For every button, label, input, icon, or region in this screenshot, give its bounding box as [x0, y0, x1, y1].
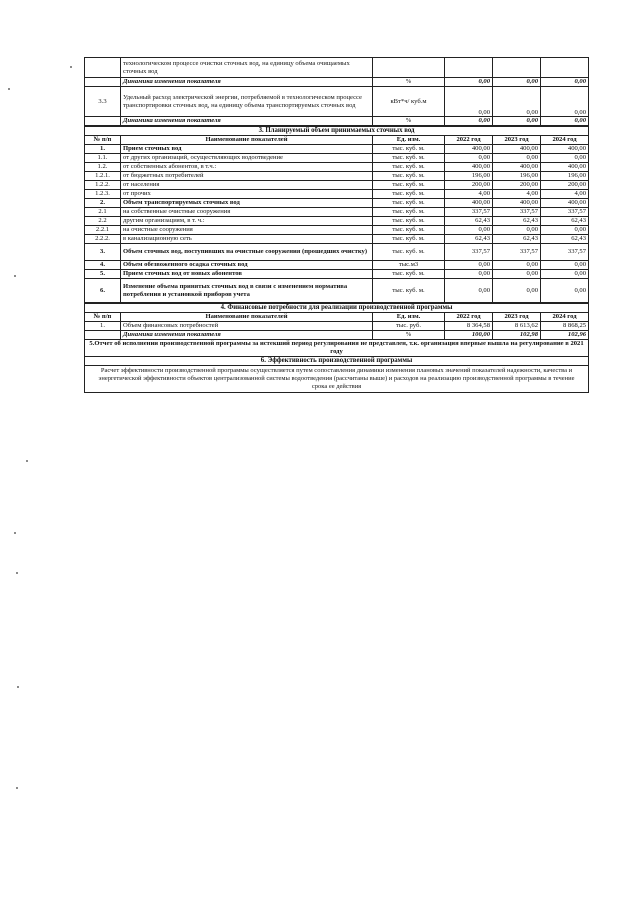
table-row — [85, 331, 589, 340]
row-number: 1.2.2. — [85, 181, 121, 190]
value-2024: 400,00 — [541, 145, 589, 154]
indicators-table-continued — [84, 57, 589, 126]
row-number: 1.2. — [85, 163, 121, 172]
value-2024: 200,00 — [541, 181, 589, 190]
table-row — [85, 261, 589, 270]
value-2024: 337,57 — [541, 208, 589, 217]
wastewater-volume-table — [84, 126, 589, 303]
value-2024: 62,43 — [541, 235, 589, 244]
value-2023: 0,00 — [493, 154, 541, 163]
row-number — [85, 331, 121, 340]
row-name: Объем финансовых потребностей — [121, 322, 373, 331]
table-header-row — [85, 136, 589, 145]
row-unit: тыс. куб. м. — [373, 154, 445, 163]
header-2023: 2023 год — [493, 313, 541, 322]
value-2022: 4,00 — [445, 190, 493, 199]
value-2022: 337,57 — [445, 208, 493, 217]
value-2022: 400,00 — [445, 145, 493, 154]
row-number: 2.2.1 — [85, 226, 121, 235]
row-unit: тыс. куб. м. — [373, 181, 445, 190]
value-2024: 400,00 — [541, 199, 589, 208]
row-unit: % — [373, 117, 445, 126]
value-2024: 400,00 — [541, 163, 589, 172]
row-number: 1.1. — [85, 154, 121, 163]
value-2024: 4,00 — [541, 190, 589, 199]
row-name: Динамика изменения показателя — [121, 117, 373, 126]
scan-speck — [16, 787, 18, 789]
value-2022: 0,00 — [445, 117, 493, 126]
table-row — [85, 78, 589, 87]
financial-needs-table — [84, 303, 589, 393]
row-unit: тыс. куб. м. — [373, 235, 445, 244]
value-2022: 400,00 — [445, 163, 493, 172]
row-unit: тыс.м3 — [373, 261, 445, 270]
row-name: технологическом процессе очистки сточных вод, на единицу объема очищаемых сточных вод — [121, 58, 373, 78]
row-name: Прием сточных вод от новых абонентов — [121, 270, 373, 279]
value-2024: 0,00 — [541, 154, 589, 163]
value-2024: 0,00 — [541, 261, 589, 270]
table-row — [85, 279, 589, 303]
table-row — [85, 58, 589, 78]
table-row — [85, 190, 589, 199]
row-number: 6. — [85, 279, 121, 303]
scan-speck — [14, 275, 16, 277]
row-name: Прием сточных вод — [121, 145, 373, 154]
section-6-efficiency-text: Расчет эффективности производственной программы осуществляется путем сопоставления динамики изменения плановых значений показателей надежности, качества и энергетической эффективности объектов централизованной системы водоотведения (рассчитаны выше) и расходов на реализацию производственной программы в течение срока ее действия — [85, 366, 589, 393]
value-2022: 200,00 — [445, 181, 493, 190]
row-name: на собственные очистные сооружения — [121, 208, 373, 217]
value-2024: 0,00 — [541, 279, 589, 303]
row-number — [85, 78, 121, 87]
value-2023: 196,00 — [493, 172, 541, 181]
row-name: Динамика изменения показателя — [121, 78, 373, 87]
section-4-title: 4. Финансовые потребности для реализации производственной программы — [85, 304, 589, 313]
row-name: от бюджетных потребителей — [121, 172, 373, 181]
row-name: от собственных абонентов, в т.ч.: — [121, 163, 373, 172]
value-2022: 337,57 — [445, 244, 493, 261]
row-unit: тыс. куб. м. — [373, 226, 445, 235]
row-number: 3.3 — [85, 87, 121, 117]
table-row — [85, 226, 589, 235]
value-2024: 0,00 — [541, 78, 589, 87]
value-2022: 0,00 — [445, 270, 493, 279]
value-2024: 0,00 — [541, 270, 589, 279]
value-2023: 102,98 — [493, 331, 541, 340]
row-unit: тыс. куб. м. — [373, 279, 445, 303]
row-unit: тыс. куб. м. — [373, 172, 445, 181]
value-2024: 337,57 — [541, 244, 589, 261]
row-number — [85, 117, 121, 126]
table-row — [85, 322, 589, 331]
value-2024: 0,00 — [541, 87, 589, 117]
table-row — [85, 270, 589, 279]
scan-speck — [14, 532, 16, 534]
value-2024: 0,00 — [541, 226, 589, 235]
value-2023: 0,00 — [493, 270, 541, 279]
table-header-row — [85, 313, 589, 322]
row-unit: кВт*ч/ куб.м — [373, 87, 445, 117]
value-2024: 0,00 — [541, 117, 589, 126]
value-2023: 0,00 — [493, 87, 541, 117]
row-number: 1.2.1. — [85, 172, 121, 181]
row-name: от населения — [121, 181, 373, 190]
scan-speck — [17, 686, 19, 688]
value-2022: 0,00 — [445, 87, 493, 117]
value-2023: 4,00 — [493, 190, 541, 199]
value-2023: 400,00 — [493, 199, 541, 208]
table-row — [85, 208, 589, 217]
row-name: в канализационную сеть — [121, 235, 373, 244]
header-2022: 2022 год — [445, 313, 493, 322]
header-number: № п/п — [85, 313, 121, 322]
row-unit — [373, 58, 445, 78]
row-name: от других организаций, осуществляющих водоотведение — [121, 154, 373, 163]
value-2022: 0,00 — [445, 154, 493, 163]
value-2023: 400,00 — [493, 145, 541, 154]
table-row — [85, 163, 589, 172]
value-2024 — [541, 58, 589, 78]
scan-speck — [16, 572, 18, 574]
header-name: Наименование показателей — [121, 136, 373, 145]
value-2022: 196,00 — [445, 172, 493, 181]
section-3-title: 3. Планируемый объем принимаемых сточных вод — [85, 127, 589, 136]
header-2024: 2024 год — [541, 136, 589, 145]
row-number — [85, 58, 121, 78]
value-2023: 0,00 — [493, 78, 541, 87]
value-2023: 200,00 — [493, 181, 541, 190]
row-unit: тыс. куб. м. — [373, 270, 445, 279]
value-2023: 62,43 — [493, 217, 541, 226]
row-number: 2.1 — [85, 208, 121, 217]
row-name: от прочих — [121, 190, 373, 199]
table-row — [85, 235, 589, 244]
row-number: 2.2.2. — [85, 235, 121, 244]
value-2024: 196,00 — [541, 172, 589, 181]
row-unit: тыс. куб. м. — [373, 199, 445, 208]
value-2023: 0,00 — [493, 279, 541, 303]
row-name: Объем сточных вод, поступивших на очистные сооружения (прошедших очистку) — [121, 244, 373, 261]
row-number: 1. — [85, 322, 121, 331]
row-unit: тыс. куб. м. — [373, 217, 445, 226]
row-name: Объем транспортируемых сточных вод — [121, 199, 373, 208]
value-2023: 337,57 — [493, 208, 541, 217]
value-2022: 0,00 — [445, 226, 493, 235]
value-2024: 62,43 — [541, 217, 589, 226]
value-2024: 102,96 — [541, 331, 589, 340]
table-row — [85, 87, 589, 117]
value-2023: 0,00 — [493, 261, 541, 270]
row-number: 3. — [85, 244, 121, 261]
row-unit: тыс. руб. — [373, 322, 445, 331]
value-2023: 8 613,62 — [493, 322, 541, 331]
value-2023: 337,57 — [493, 244, 541, 261]
scan-speck — [70, 66, 72, 68]
header-2022: 2022 год — [445, 136, 493, 145]
scan-speck — [8, 88, 10, 90]
scan-speck — [26, 460, 28, 462]
table-row — [85, 199, 589, 208]
value-2022 — [445, 58, 493, 78]
header-number: № п/п — [85, 136, 121, 145]
row-name: Изменение объема принятых сточных вод в связи с изменением норматива потребления и установкой приборов учета — [121, 279, 373, 303]
value-2022: 62,43 — [445, 235, 493, 244]
row-number: 1.2.3. — [85, 190, 121, 199]
row-name: Динамика изменения показателя — [121, 331, 373, 340]
section-5-report-note: 5.Отчет об исполнении производственной программы за истекший период регулирования не представлен, т.к. организация впервые вышла на регулирование в 2021 году — [85, 340, 589, 357]
value-2022: 8 364,58 — [445, 322, 493, 331]
row-name: другим организациям, в т. ч.: — [121, 217, 373, 226]
row-number: 5. — [85, 270, 121, 279]
row-unit: тыс. куб. м. — [373, 190, 445, 199]
row-unit: тыс. куб. м. — [373, 163, 445, 172]
table-row — [85, 154, 589, 163]
row-unit: тыс. куб. м. — [373, 244, 445, 261]
value-2023: 400,00 — [493, 163, 541, 172]
value-2024: 8 868,25 — [541, 322, 589, 331]
header-2024: 2024 год — [541, 313, 589, 322]
row-name: на очистные сооружения — [121, 226, 373, 235]
header-unit: Ед. изм. — [373, 313, 445, 322]
value-2022: 0,00 — [445, 279, 493, 303]
header-unit: Ед. изм. — [373, 136, 445, 145]
row-unit: тыс. куб. м. — [373, 208, 445, 217]
table-row — [85, 145, 589, 154]
value-2022: 0,00 — [445, 78, 493, 87]
row-unit: % — [373, 331, 445, 340]
table-row — [85, 181, 589, 190]
document-page — [84, 57, 588, 393]
value-2023: 0,00 — [493, 117, 541, 126]
row-name: Объем обезвоженного осадка сточных вод — [121, 261, 373, 270]
row-unit: тыс. куб. м. — [373, 145, 445, 154]
table-row — [85, 117, 589, 126]
row-number: 2.2 — [85, 217, 121, 226]
section-6-title: 6. Эффективность производственной программы — [85, 357, 589, 366]
header-2023: 2023 год — [493, 136, 541, 145]
row-number: 2. — [85, 199, 121, 208]
value-2022: 100,00 — [445, 331, 493, 340]
header-name: Наименование показателей — [121, 313, 373, 322]
value-2023: 62,43 — [493, 235, 541, 244]
table-row — [85, 172, 589, 181]
row-number: 1. — [85, 145, 121, 154]
value-2022: 400,00 — [445, 199, 493, 208]
value-2022: 0,00 — [445, 261, 493, 270]
row-number: 4. — [85, 261, 121, 270]
table-row — [85, 244, 589, 261]
value-2022: 62,43 — [445, 217, 493, 226]
table-row — [85, 217, 589, 226]
row-name: Удельный расход электрической энергии, потребляемой в технологическом процессе транспортировки сточных вод, на единицу объема транспортируемых сточных вод — [121, 87, 373, 117]
value-2023 — [493, 58, 541, 78]
value-2023: 0,00 — [493, 226, 541, 235]
row-unit: % — [373, 78, 445, 87]
